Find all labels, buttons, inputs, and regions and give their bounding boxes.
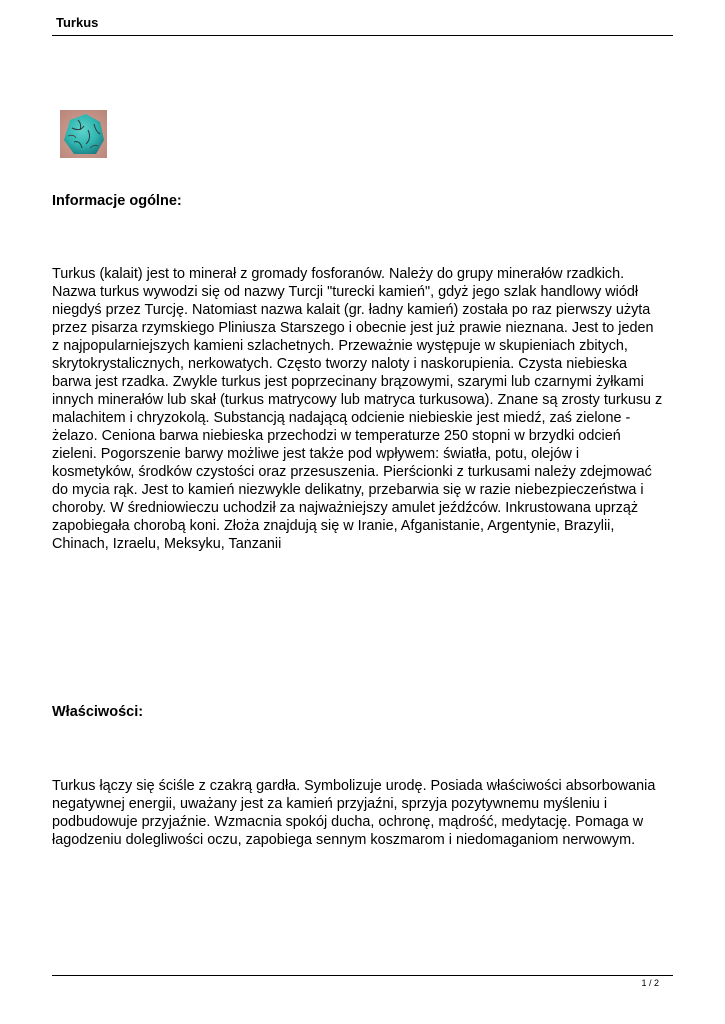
document-title: Turkus: [56, 15, 99, 30]
footer-divider: [52, 975, 673, 976]
text-line: Turkus łączy się ściśle z czakrą gardła. Symbolizuje urodę. Posiada właściwości absorbowania: [52, 778, 656, 794]
text-line: Turkus (kalait) jest to minerał z gromady fosforanów. Należy do grupy minerałów rzadkich.: [52, 266, 625, 282]
text-line: przez pisarza rzymskiego Pliniusza Starszego i obecnie jest już prawie nieznana. Jest to jeden: [52, 320, 654, 336]
text-line: negatywnej energii, uważany jest za kamień przyjaźni, sprzyja pozytywnemu myśleniu i: [52, 796, 608, 812]
paragraph-general: [52, 265, 677, 553]
section-heading-general: Informacje ogólne:: [52, 193, 182, 209]
page-number: 1 / 2: [641, 978, 659, 988]
text-line: barwa jest rzadka. Zwykle turkus jest poprzecinany brązowymi, szarymi lub czarnymi żyłkami: [52, 374, 644, 390]
text-line: malachitem i chryzokolą. Substancją nadającą odcienie niebieskie jest miedź, zaś zielone -: [52, 410, 631, 426]
header-divider: [52, 35, 673, 36]
text-line: choroby. W średniowieczu uchodził za najważniejszy amulet jeźdźców. Inkrustowana uprząż: [52, 500, 639, 516]
text-line: łagodzeniu dolegliwości oczu, zapobiega sennym koszmarom i niedomaganiom nerwowym.: [52, 832, 636, 848]
text-line: podbudowuje przyjaźnie. Wzmacnia spokój ducha, ochronę, mądrość, medytację. Pomaga w: [52, 814, 644, 830]
text-line: zapobiegała chorobą koni. Złoża znajdują się w Iranie, Afganistanie, Argentynie, Brazylii,: [52, 518, 615, 534]
text-line: niegdyś przez Turcję. Natomiast nazwa kalait (gr. ładny kamień) została po raz pierwszy użyta: [52, 302, 651, 318]
text-line: z najpopularniejszych kamieni szlachetnych. Przeważnie występuje w skupieniach zbitych,: [52, 338, 628, 354]
text-line: Nazwa turkus wywodzi się od nazwy Turcji "turecki kamień", gdyż jego szlak handlowy wiódł: [52, 284, 639, 300]
text-line: zieleni. Pogorszenie barwy możliwe jest także pod wpływem: światła, potu, olejów i: [52, 446, 580, 462]
paragraph-properties: [52, 777, 677, 849]
text-line: kosmetyków, środków czystości oraz przesuszenia. Pierścionki z turkusami należy zdejmować: [52, 464, 652, 480]
turquoise-stone-icon: [60, 110, 107, 158]
text-line: żelazo. Ceniona barwa niebieska przechodzi w temperaturze 250 stopni w brzydki odcień: [52, 428, 621, 444]
text-line: Chinach, Izraelu, Meksyku, Tanzanii: [52, 536, 282, 552]
text-line: innych minerałów lub skał (turkus matrycowy lub matryca turkusowa). Znane są zrosty turkusu z: [52, 392, 663, 408]
text-line: do mycia rąk. Jest to kamień niezwykle delikatny, przebarwia się w razie niebezpieczeństwa i: [52, 482, 644, 498]
text-line: skrytokrystalicznych, nerkowatych. Często tworzy naloty i naskorupienia. Czysta niebieska: [52, 356, 628, 372]
section-heading-properties: Właściwości:: [52, 704, 144, 720]
